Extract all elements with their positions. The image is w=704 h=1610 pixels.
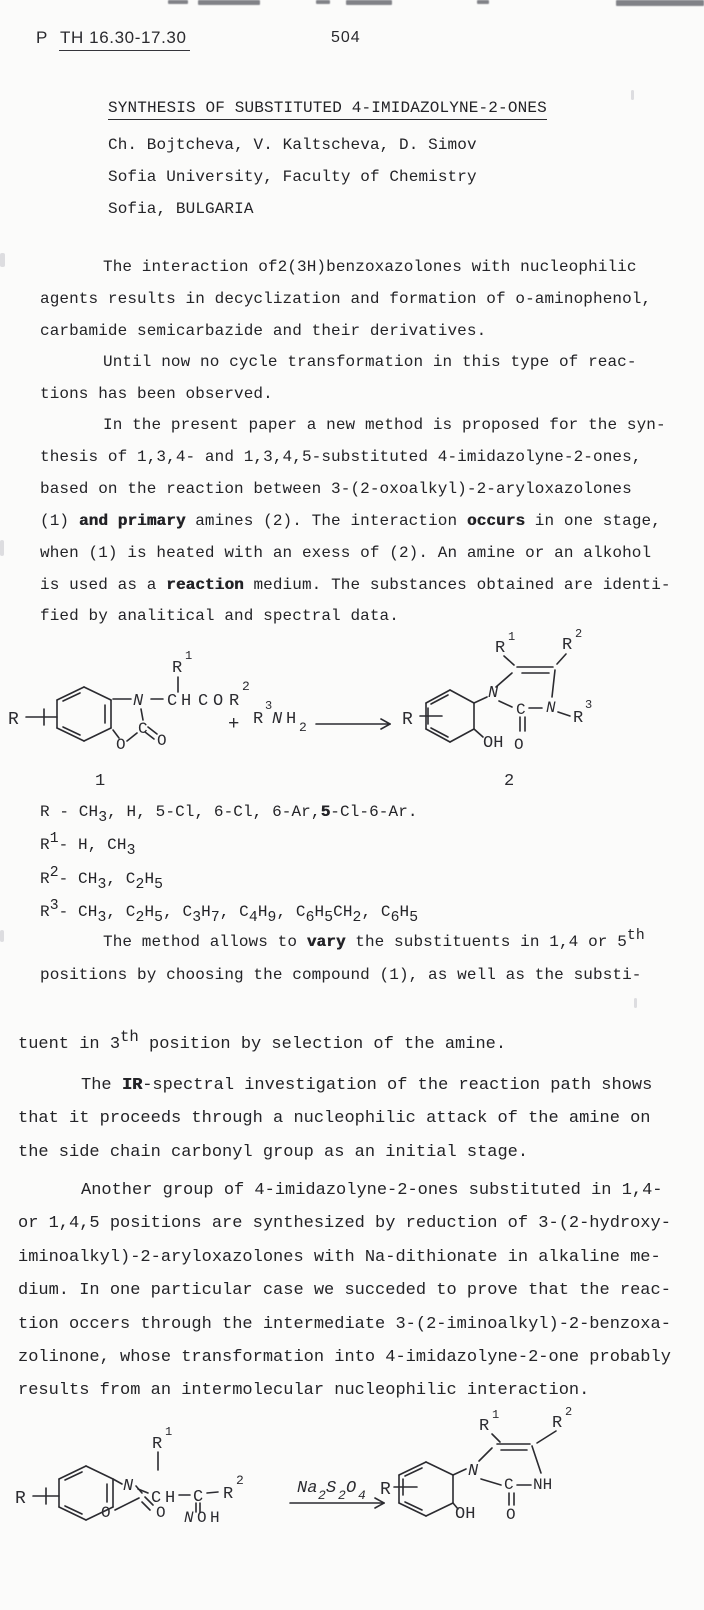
svg-text:H: H	[210, 1509, 220, 1527]
svg-text:R: R	[229, 692, 240, 711]
svg-text:R: R	[172, 659, 183, 678]
svg-text:N: N	[123, 1477, 134, 1496]
svg-text:O: O	[346, 1479, 357, 1498]
scan-artifact	[0, 930, 4, 942]
scan-artifact	[168, 0, 188, 4]
svg-text:1: 1	[508, 630, 516, 644]
svg-text:O: O	[506, 1506, 516, 1524]
r-group-definitions: R - CH3, H, 5-Cl, 6-Cl, 6-Ar,5-Cl-6-Ar. R1- H, CH3 R2- CH3, C2H5 R3- CH3, C2H5, C3H7, C4H9, C6H5CH2, C6H5	[40, 803, 419, 926]
svg-text:N: N	[488, 684, 499, 703]
svg-text:C: C	[504, 1476, 514, 1494]
paper-title	[108, 99, 547, 117]
svg-text:O: O	[197, 1509, 207, 1527]
svg-text:R: R	[573, 709, 584, 728]
svg-text:O: O	[514, 736, 524, 754]
paragraph-another-group: Another group of 4-imidazolyne-2-ones substituted in 1,4- or 1,4,5 positions are synthesized by reduction of 3-(2-hydroxy- iminoalkyl)-2-aryloxazolones with Na-dithionate in alkaline me- dium. In one particular case we succeded to prove that the reac- tion occers through the intermediate 3-(2-iminoalkyl)-2-benzoxa- zolinone, whose transformation into 4-imidazolyne-2-one probably results from an intermolecular nucleophilic interaction.	[18, 1181, 671, 1401]
scan-artifact	[616, 0, 704, 6]
scan-artifact	[631, 90, 634, 100]
svg-text:H: H	[286, 710, 297, 729]
svg-text:N: N	[184, 1509, 194, 1527]
svg-text:O: O	[213, 692, 224, 711]
svg-text:2: 2	[242, 679, 250, 694]
svg-text:NH: NH	[533, 1476, 553, 1494]
reaction-scheme-2	[0, 1405, 704, 1610]
svg-text:C: C	[198, 692, 209, 711]
svg-text:R: R	[8, 710, 19, 730]
svg-text:N: N	[133, 692, 144, 711]
scan-artifact	[316, 0, 330, 4]
svg-text:R: R	[402, 710, 413, 730]
authors-block: Ch. Bojtcheva, V. Kaltscheva, D. Simov Sofia University, Faculty of Chemistry Sofia, BULGARIA	[108, 136, 477, 218]
svg-text:R: R	[253, 710, 264, 729]
scan-artifact	[634, 998, 637, 1008]
svg-text:N: N	[546, 699, 556, 717]
svg-text:R: R	[552, 1414, 563, 1433]
svg-text:R: R	[15, 1489, 26, 1509]
svg-text:O: O	[116, 736, 126, 754]
svg-text:R: R	[152, 1435, 163, 1454]
svg-text:Na: Na	[297, 1479, 318, 1498]
paragraph-continuation: tuent in 3th position by selection of the amine.	[18, 1028, 507, 1054]
header-page-number: 504	[331, 29, 361, 46]
svg-text:4: 4	[358, 1488, 366, 1503]
svg-text:H: H	[165, 1489, 176, 1508]
svg-text:2: 2	[575, 627, 583, 641]
scan-artifact	[477, 0, 489, 4]
reaction-scheme-1	[0, 600, 704, 805]
svg-text:3: 3	[265, 699, 273, 713]
paragraph-intro: The interaction of2(3H)benzoxazolones with nucleophilic agents results in decyclization and formation of o-aminophenol, carbamide semicarbazide and their derivatives.	[40, 258, 652, 340]
svg-text:C: C	[151, 1489, 162, 1508]
svg-text:2: 2	[318, 1488, 326, 1503]
svg-text:N: N	[272, 710, 283, 729]
header-mark: P	[36, 28, 48, 47]
paragraph-cycle: Until now no cycle transformation in this type of reac- tions has been observed.	[40, 353, 637, 403]
svg-text:O: O	[101, 1504, 111, 1522]
svg-text:+: +	[228, 713, 240, 735]
svg-text:C: C	[138, 720, 148, 738]
svg-text:H: H	[181, 692, 192, 711]
paragraph-method: In the present paper a new method is proposed for the syn- thesis of 1,3,4- and 1,3,4,5-substituted 4-imidazolyne-2-ones, based on the reaction between 3-(2-oxoalkyl)-2-aryloxazolones (1) and primary amines (2). The interaction occurs in one stage, when (1) is heated with an exess of (2). An amine or an alkohol is used as a reaction medium. The substances obtained are identi- fied by analitical and spectral data.	[40, 416, 671, 626]
svg-text:R: R	[495, 639, 506, 658]
svg-text:3: 3	[585, 698, 593, 712]
paper-title-text: SYNTHESIS OF SUBSTITUTED 4-IMIDAZOLYNE-2-ONES	[108, 99, 547, 120]
page-header	[0, 28, 704, 52]
svg-text:2: 2	[236, 1473, 244, 1488]
svg-text:1: 1	[165, 1425, 173, 1439]
svg-text:OH: OH	[455, 1505, 476, 1524]
svg-text:2: 2	[299, 720, 307, 735]
svg-text:2: 2	[565, 1405, 573, 1419]
svg-text:1: 1	[95, 772, 106, 791]
header-session-time: TH 16.30-17.30	[59, 28, 190, 51]
svg-text:N: N	[468, 1462, 479, 1481]
svg-text:R: R	[380, 1480, 391, 1500]
svg-text:S: S	[326, 1479, 337, 1498]
svg-text:R: R	[479, 1417, 490, 1436]
svg-text:R: R	[223, 1485, 234, 1504]
scan-artifact	[0, 540, 4, 556]
svg-text:R: R	[562, 636, 573, 655]
scan-artifact	[0, 253, 5, 267]
svg-text:2: 2	[338, 1488, 346, 1503]
svg-text:OH: OH	[483, 734, 504, 753]
scan-artifact	[346, 0, 392, 5]
svg-text:C: C	[193, 1488, 204, 1507]
svg-text:C: C	[516, 701, 526, 719]
svg-text:1: 1	[492, 1408, 500, 1422]
paragraph-vary: The method allows to vary the substituents in 1,4 or 5th positions by choosing the compound (1), as well as the substi-	[40, 928, 645, 984]
svg-text:O: O	[156, 1504, 166, 1522]
paragraph-ir-spectral: The IR-spectral investigation of the reaction path shows that it proceeds through a nucleophilic attack of the amine on the side chain carbonyl group as an initial stage.	[18, 1076, 653, 1162]
svg-text:O: O	[157, 732, 167, 750]
svg-text:1: 1	[185, 649, 193, 663]
scan-artifact	[198, 0, 260, 5]
svg-text:C: C	[167, 692, 178, 711]
svg-text:2: 2	[504, 772, 515, 791]
